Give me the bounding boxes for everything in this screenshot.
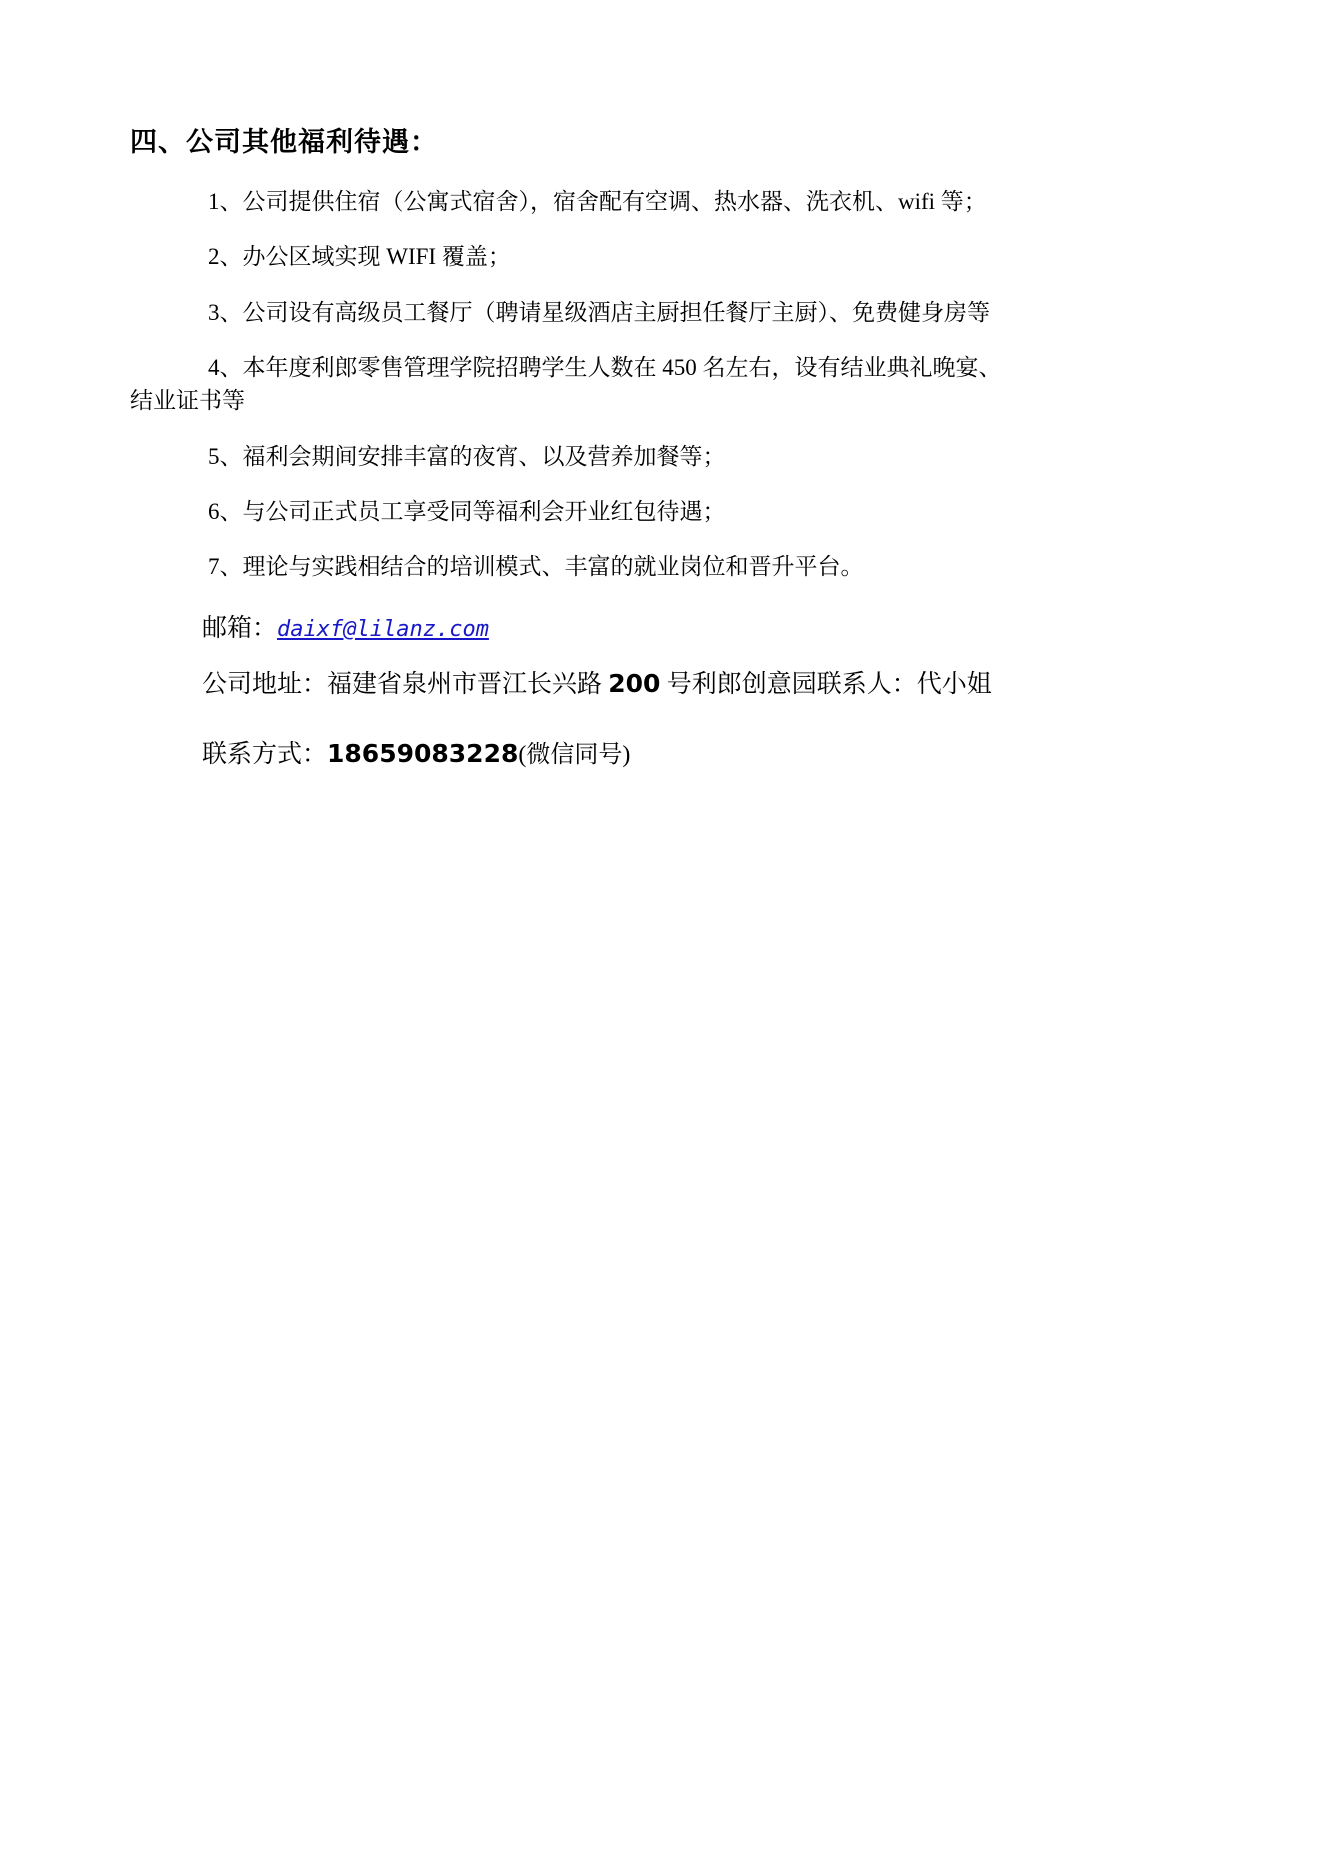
list-item-text: 1、公司提供住宿（公寓式宿舍），宿舍配有空调、热水器、洗衣机、wifi 等； — [208, 189, 987, 214]
list-item — [130, 296, 1192, 329]
phone-number: 18659083228 — [327, 738, 519, 768]
email-label: 邮箱： — [202, 614, 278, 642]
email-link[interactable]: daixf@lilanz.com — [277, 616, 489, 642]
list-item-text: 7、理论与实践相结合的培训模式、丰富的就业岗位和晋升平台。 — [208, 554, 864, 580]
address-suffix: 号利郎创意园联系人：代小姐 — [666, 671, 992, 699]
address-prefix: 公司地址：福建省泉州市晋江长兴路 — [202, 671, 603, 699]
list-item — [130, 351, 1192, 418]
list-item — [130, 550, 1192, 583]
list-item-text: 4、本年度利郎零售管理学院招聘学生人数在 450 名左右，设有结业典礼晚宴、 — [208, 355, 1002, 381]
list-item — [130, 495, 1192, 528]
contact-block — [130, 610, 1192, 770]
page-title: 四、公司其他福利待遇： — [130, 127, 438, 158]
benefits-list — [130, 185, 1192, 584]
email-line — [202, 610, 1192, 648]
list-item-text: 3、公司设有高级员工餐厅（聘请星级酒店主厨担任餐厅主厨）、免费健身房等 — [208, 299, 990, 325]
phone-suffix: (微信同号) — [518, 741, 631, 768]
list-item — [130, 240, 1192, 273]
list-item — [130, 440, 1192, 473]
address-number: 200 — [608, 669, 661, 699]
list-item-text: 2、办公区域实现 WIFI 覆盖； — [208, 244, 511, 270]
address-line — [202, 665, 1192, 704]
phone-label: 联系方式： — [202, 740, 328, 768]
phone-line — [202, 734, 1192, 770]
list-item-text: 6、与公司正式员工享受同等福利会开业红包待遇； — [208, 499, 726, 525]
list-item-continuation: 结业证书等 — [130, 388, 245, 414]
list-item — [130, 185, 1192, 218]
list-item-text: 5、福利会期间安排丰富的夜宵、以及营养加餐等； — [208, 443, 726, 469]
